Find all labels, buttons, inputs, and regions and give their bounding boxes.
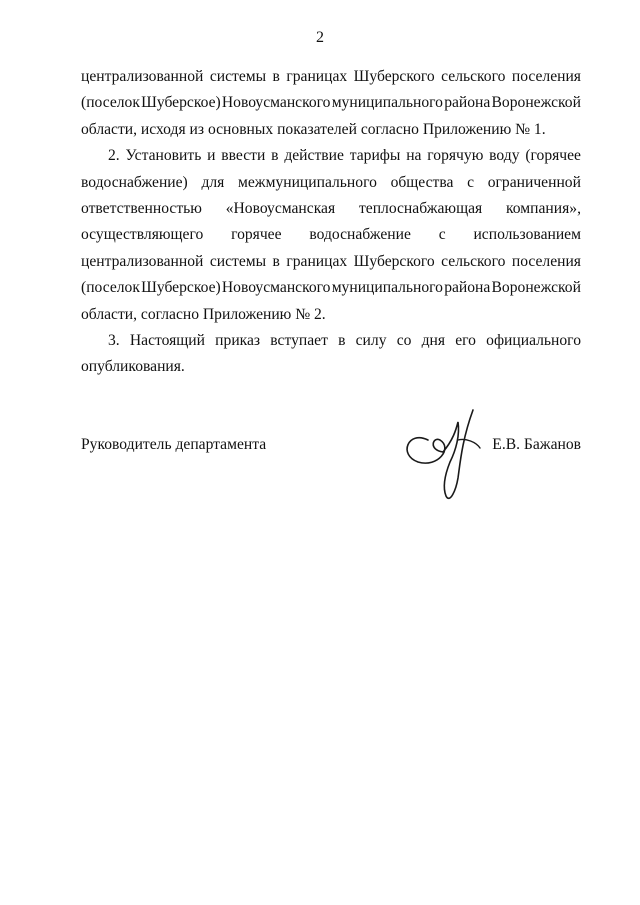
word: и [207,147,216,165]
word: Шуберское) [141,279,221,297]
word: Шуберского [353,68,435,85]
p2-line-4 [81,222,581,248]
p2-line-7: области, согласно Приложению № 2. [81,305,326,323]
word: в [272,68,280,85]
word: официального [486,331,581,349]
word: муниципального [331,94,443,112]
word: централизованной [81,252,204,270]
signature-block [81,430,581,520]
word: в [338,331,346,349]
word: Воронежской [491,94,581,112]
word: ввести [221,147,266,165]
word: водоснабжение [309,226,411,244]
word: 3. [108,331,120,349]
word: поселения [511,252,581,270]
word: системы [209,252,267,270]
word: воду [489,147,520,165]
word: межмуниципального [238,173,377,191]
word: водоснабжение) [81,173,188,191]
p2-line-1 [81,143,581,169]
word: силу [355,331,387,349]
word: сельского [441,252,506,270]
word: вступает [270,331,328,349]
word: в [271,147,279,165]
p1-line-3: области, исходя из основных показателей согласно Приложению № 1. [81,120,546,138]
word: в [272,252,280,270]
word: с [438,226,446,244]
word: со [396,331,412,349]
word: района [444,94,491,112]
word: ответственностью [81,199,202,217]
word: на [406,147,422,165]
p1-line-2 [81,90,581,116]
word: «Новоусманская [225,199,336,217]
p2-line-5 [81,249,581,275]
p1-line-1 [81,64,581,90]
word: района [444,279,491,297]
word: Шуберское) [141,94,221,112]
word: приказ [215,331,261,349]
word: Шуберского [353,252,435,270]
word: Установить [125,147,202,165]
word: его [455,331,476,349]
word: 2. [108,147,120,165]
p2-line-6 [81,275,581,301]
word: общества [390,173,454,191]
word: границах [286,68,348,85]
word: Новоусманского [221,94,331,112]
word: сельского [441,68,506,85]
word: границах [286,252,348,270]
document-body [81,64,581,381]
page-number: 2 [316,29,324,46]
p3-line-1 [81,328,581,354]
word: теплоснабжающая [358,199,483,217]
handwritten-signature [398,400,498,510]
word: горячее [231,226,282,244]
word: ограниченной [487,173,581,191]
word: Новоусманского [221,279,331,297]
word: (поселок [81,94,140,112]
p2-line-3 [81,196,581,222]
word: осуществляющего [81,226,204,244]
word: (поселок [81,279,140,297]
word: для [201,173,225,191]
word: Воронежской [491,279,581,297]
word: поселения [511,68,581,85]
p2-line-2 [81,170,581,196]
word: действие [284,147,344,165]
signatory-name: Е.В. Бажанов [492,436,581,453]
word: тарифы [349,147,401,165]
word: горячую [427,147,484,165]
word: дня [421,331,446,349]
word: Настоящий [129,331,205,349]
word: муниципального [331,279,443,297]
word: компания», [506,199,581,217]
p3-line-2: опубликования. [81,358,185,376]
word: (горячее [525,147,581,165]
signatory-title: Руководитель департамента [81,436,267,453]
word: с [467,173,475,191]
word: централизованной [81,68,204,85]
word: использованием [473,226,581,244]
word: системы [209,68,267,85]
